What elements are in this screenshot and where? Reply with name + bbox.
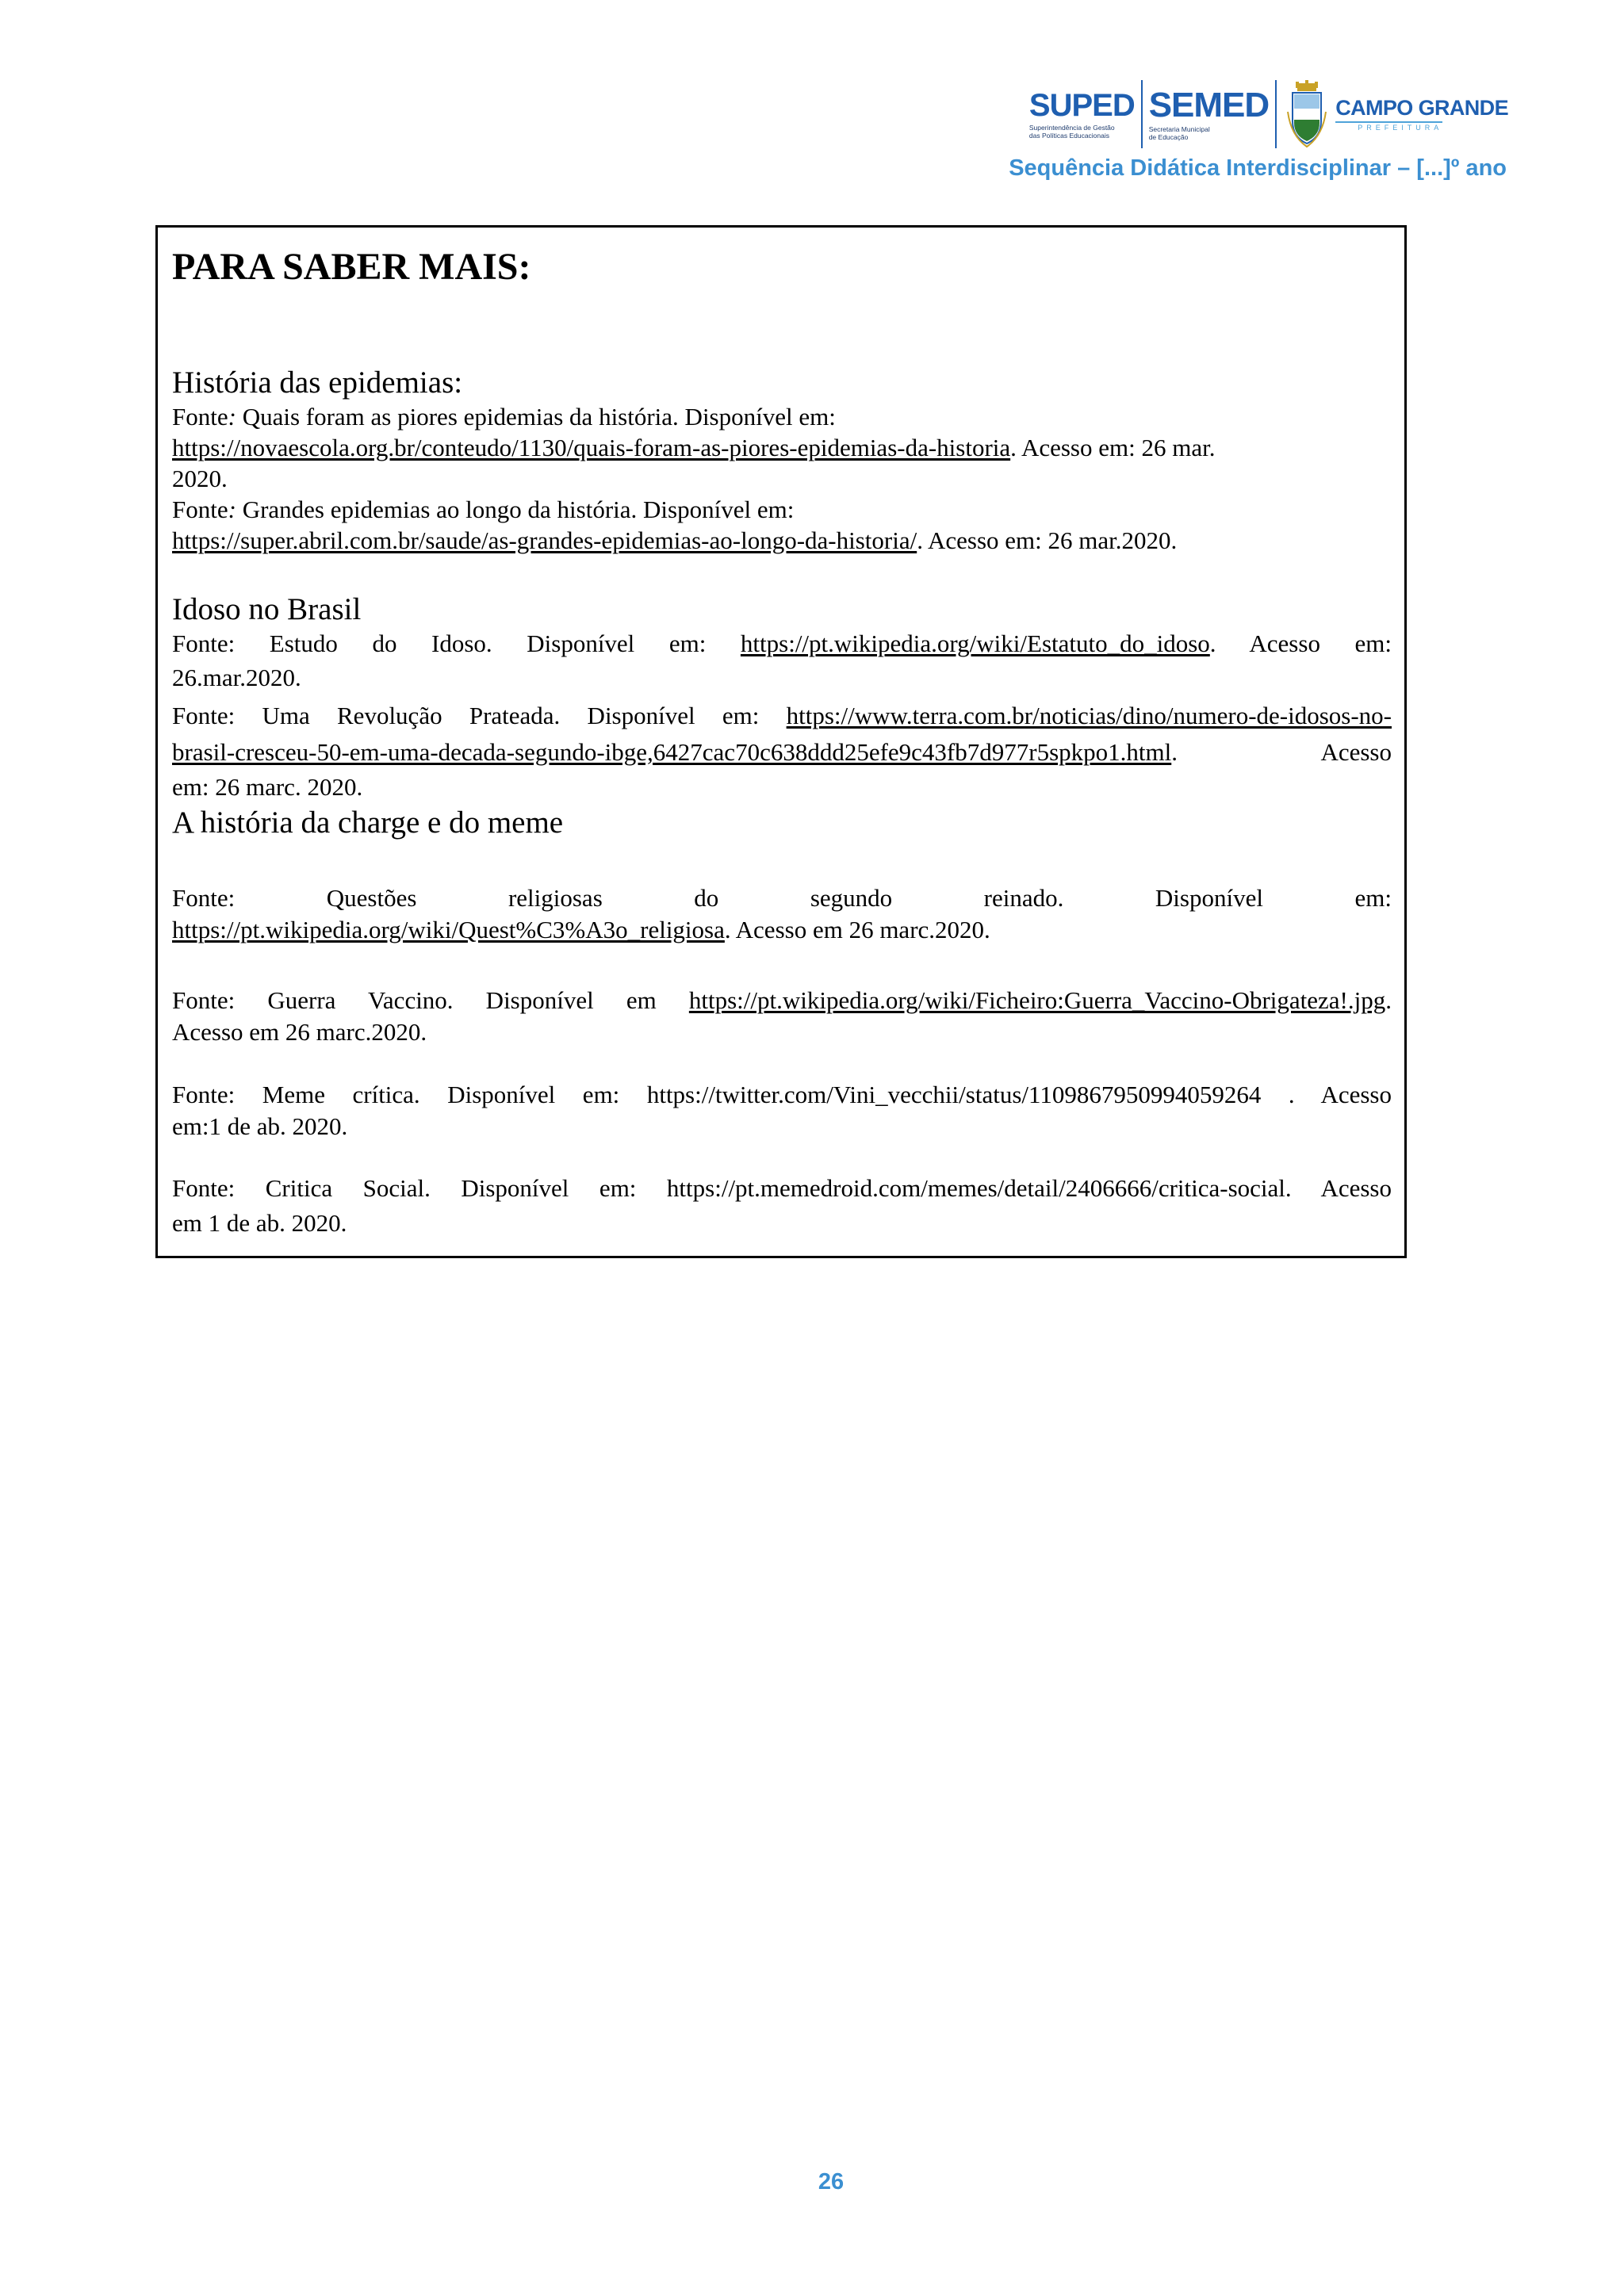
ref-text: . Acesso em 26 marc.2020. — [724, 916, 990, 943]
ref-text: . Acesso — [1171, 738, 1392, 766]
reference-line: Fonte: Meme crítica. Disponível em: https://twitter.com/Vini_vecchii/status/1109867950994059264 . Acesso — [172, 1081, 1392, 1108]
running-title: Sequência Didática Interdisciplinar – [...]º ano — [1009, 155, 1507, 181]
campo-grande-logo-subtitle: PREFEITURA — [1335, 121, 1442, 132]
ref-text: Grandes epidemias ao longo da história. Disponível em: — [236, 496, 795, 523]
ref-text: Fonte: Estudo do Idoso. Disponível em: — [172, 629, 741, 657]
reference-link[interactable]: https://pt.wikipedia.org/wiki/Quest%C3%A3o_religiosa — [172, 916, 725, 943]
suped-logo-text: SUPED — [1028, 87, 1135, 123]
semed-logo-subtitle: Secretaria Municipal de Educação — [1148, 124, 1210, 141]
box-title: PARA SABER MAIS: — [172, 246, 531, 288]
logo-divider — [1275, 80, 1277, 148]
reference-line — [172, 737, 1392, 767]
reference-line: Fonte: Critica Social. Disponível em: https://pt.memedroid.com/memes/detail/2406666/critica-social. Acesso — [172, 1174, 1392, 1202]
semed-logo-text: SEMED — [1148, 85, 1270, 124]
campo-grande-logo — [1335, 95, 1508, 132]
reference-link[interactable]: brasil-cresceu-50-em-uma-decada-segundo-ibge,6427cac70c638ddd25efe9c43fb7d977r5spkpo1.html — [172, 738, 1172, 766]
header-logos — [1029, 75, 1508, 154]
reference-line: 2020. — [172, 465, 228, 492]
ref-text: . Acesso em: — [1209, 629, 1392, 657]
campo-grande-crest-icon — [1286, 80, 1327, 148]
ref-text: Fonte — [172, 496, 228, 523]
ref-text: : — [228, 496, 236, 523]
reference-link[interactable]: https://pt.wikipedia.org/wiki/Estatuto_do_idoso — [740, 629, 1210, 657]
semed-logo — [1148, 85, 1270, 141]
ref-text: . Acesso em: 26 mar. — [1010, 434, 1216, 461]
reference-line: em 1 de ab. 2020. — [172, 1209, 347, 1237]
suped-logo-subtitle: Superintendência de Gestão das Políticas Educacionais — [1028, 123, 1115, 140]
reference-line — [172, 628, 1392, 659]
reference-line — [172, 914, 990, 945]
ref-text: : — [228, 403, 236, 430]
reference-link[interactable]: https://www.terra.com.br/noticias/dino/numero-de-idosos-no- — [786, 702, 1392, 729]
ref-text: Fonte: Uma Revolução Prateada. Disponível em: — [172, 702, 787, 729]
reference-link[interactable]: https://super.abril.com.br/saude/as-grandes-epidemias-ao-longo-da-historia/ — [172, 526, 917, 554]
reference-line: Fonte: Questões religiosas do segundo reinado. Disponível em: — [172, 884, 1392, 912]
reference-link[interactable]: https://novaescola.org.br/conteudo/1130/quais-foram-as-piores-epidemias-da-historia — [172, 434, 1011, 461]
section-heading-epidemias: História das epidemias: — [172, 365, 463, 400]
para-saber-mais-box — [155, 225, 1407, 1258]
reference-line — [172, 525, 1177, 556]
reference-line — [172, 401, 836, 432]
reference-link[interactable]: https://pt.wikipedia.org/wiki/Ficheiro:Guerra_Vaccino-Obrigateza!.jpg — [688, 986, 1386, 1014]
reference-line: Acesso em 26 marc.2020. — [172, 1018, 427, 1046]
reference-line: em:1 de ab. 2020. — [172, 1112, 348, 1140]
section-heading-idoso: Idoso no Brasil — [172, 592, 362, 626]
logo-divider — [1141, 80, 1143, 148]
campo-grande-logo-text: CAMPO GRANDE — [1335, 95, 1508, 120]
ref-text: . Acesso em: 26 mar.2020. — [917, 526, 1178, 554]
reference-line: em: 26 marc. 2020. — [172, 773, 363, 801]
ref-text: Fonte: Guerra Vaccino. Disponível em — [172, 986, 689, 1014]
reference-line — [172, 985, 1392, 1016]
reference-line: 26.mar.2020. — [172, 664, 301, 691]
suped-logo — [1028, 87, 1135, 140]
ref-text: Fonte — [172, 403, 228, 430]
ref-text: Quais foram as piores epidemias da história. Disponível em: — [236, 403, 836, 430]
reference-line — [172, 494, 794, 525]
page-number: 26 — [818, 2169, 845, 2195]
section-heading-charge-meme: A história da charge e do meme — [172, 806, 564, 840]
reference-line — [172, 700, 1392, 731]
ref-text: . — [1385, 986, 1392, 1014]
reference-line — [172, 432, 1215, 463]
